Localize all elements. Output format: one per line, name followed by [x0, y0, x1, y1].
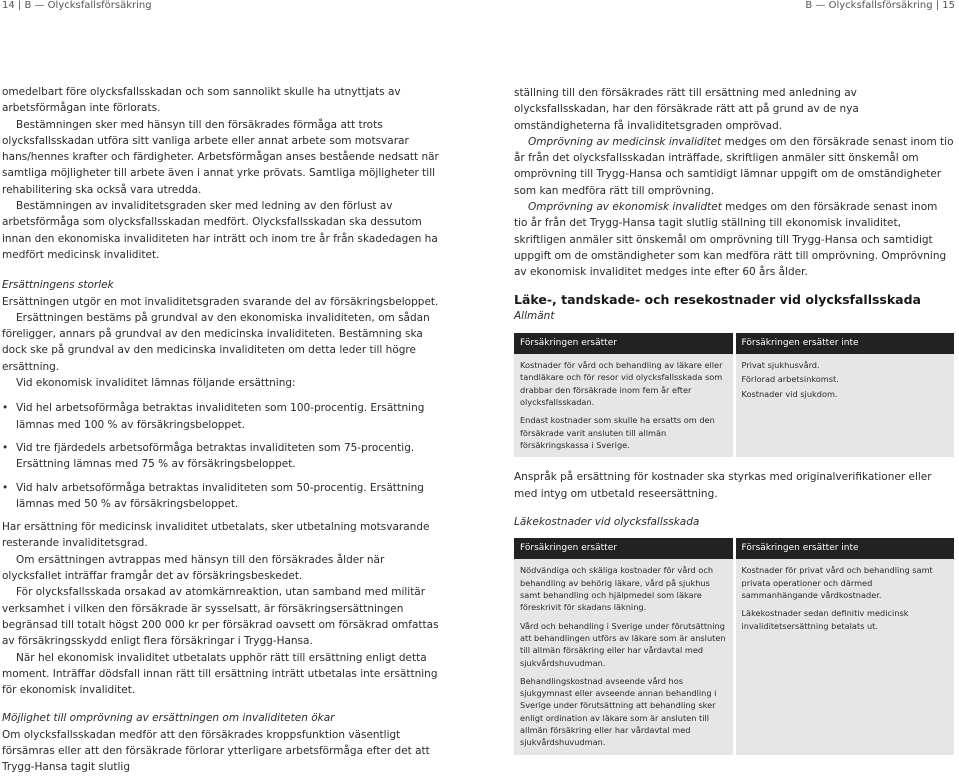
paragraph: Ersättningen utgör en mot invaliditetsgraden svarande del av försäkringsbeloppet.: [2, 295, 439, 308]
section-subtitle: Läkekostnader vid olycksfallsskada: [514, 515, 700, 528]
paragraph: Om ersättningen avtrappas med hänsyn till den försäkrades ålder när olycksfallet inträffar framgår det av försäkringsbeskedet.: [2, 553, 385, 583]
section-title: Läke-, tandskade- och resekostnader vid olycksfallsskada: [514, 291, 921, 307]
table-cell: [514, 559, 734, 754]
cell-text: Nödvändiga och skäliga kostnader för vård och behandling av behörig läkare, vård på sjukhus samt behandling och hjälpmedel som läkare föreskrivit för skadans läkning.: [520, 565, 714, 613]
cell-text: Förlorad arbetsinkomst.: [741, 374, 839, 385]
page-header-right: B — Olycksfallsförsäkring | 15: [805, 0, 955, 11]
coverage-table-medical: [514, 538, 954, 754]
cell-text: Endast kostnader som skulle ha ersatts om den försäkrade varit ansluten till allmän försäkringskassa i Sverige.: [520, 415, 715, 450]
cell-text: Kostnader för vård och behandling av läkare eller tandläkare och för resor vid olycksfallsskada som drabbar den försäkrade inom fem år efter olycksfallsskadan.: [520, 360, 723, 408]
cell-text: Privat sjukhusvård.: [741, 360, 820, 371]
section-heading: Möjlighet till omprövning av ersättningen om invaliditeten ökar: [2, 712, 335, 725]
paragraph: Har ersättning för medicinsk invaliditet utbetalats, sker utbetalning motsvarande resterande invaliditetsgrad.: [2, 521, 430, 550]
paragraph: För olycksfallsskada orsakad av atomkärnreaktion, utan samband med militär verksamhet i vilken den försäkrade är sysselsatt, är försäkringsersättningen begränsad till totalt högst 200 000 kr per försäkrad oavsett om försäkrad omfattas av försäkringsskydd enligt flera försäkringar i Trygg-Hansa.: [2, 586, 439, 648]
paragraph-text: medges om den försäkrade senast inom tio år från det Trygg-Hansa tagit slutlig ställning till ekonomisk invaliditet, skriftligen anmäler sitt önskemål om omprövning till Trygg-Hansa och samtidigt uppgift om de omständigheter som kan medföra rätt till omprövning. Omprövning av ekonomisk invaliditet medges inte efter 60 års ålder.: [514, 201, 947, 279]
list-item: • Vid tre fjärdedels arbetsoförmåga betraktas invaliditeten som 75-procentig. Ersättning lämnas med 75 % av försäkringsbeloppet.: [2, 440, 442, 473]
table-cell: [734, 559, 954, 754]
table-header: Försäkringen ersätter inte: [734, 538, 954, 559]
paragraph: [514, 199, 954, 280]
coverage-table-general: [514, 333, 954, 457]
right-column: [514, 85, 954, 755]
paragraph: ställning till den försäkrades rätt till ersättning med anledning av olycksfallsskadan, har den försäkrade rätt att på grund av de nya omständigheterna få invaliditetsgraden omprövad.: [514, 87, 859, 132]
table-header: Försäkringen ersätter: [514, 333, 734, 354]
emphasis: Omprövning av medicinsk invaliditet: [528, 135, 722, 148]
paragraph: Vid ekonomisk invaliditet lämnas följande ersättning:: [16, 377, 296, 390]
cell-text: Läkekostnader sedan definitiv medicinsk invaliditetsersättning betalats ut.: [741, 608, 909, 631]
cell-text: Behandlingskostnad avseende vård hos sjukgymnast eller avseende annan behandling i Sverige under förutsättning att behandling sker enligt ordination av läkare som är ansluten till allmän försäkring eller har vårdavtal med sjukvårdshuvudman.: [520, 675, 717, 748]
cell-text: Kostnader vid sjukdom.: [741, 388, 838, 399]
table-header: Försäkringen ersätter inte: [734, 333, 954, 354]
page-header-left: 14 | B — Olycksfallsförsäkring: [2, 0, 152, 11]
section-subtitle: Allmänt: [514, 309, 555, 322]
table-header: Försäkringen ersätter: [514, 538, 734, 559]
paragraph: När hel ekonomisk invaliditet utbetalats upphör rätt till ersättning enligt detta moment. Inträffar dödsfall innan rätt till ersättning inträtt utbetalas inte ersättning för ekonomisk invaliditet.: [2, 651, 438, 697]
list-item: • Vid halv arbetsoförmåga betraktas invaliditeten som 50-procentig. Ersättning lämnas med 50 % av försäkringsbeloppet.: [2, 480, 442, 513]
paragraph: Bestämningen av invaliditetsgraden sker med ledning av den förlust av arbetsförmåga som olycksfallsskadan medfört. Olycksfallsskadan ska dessutom innan den ekonomiska invaliditeten har inträtt och inom tre år från skadedagen ha medfört medicinsk invaliditet.: [2, 200, 438, 261]
bullet-list: [2, 400, 442, 512]
paragraph-text: medges om den försäkrade senast inom tio år från det olycksfallsskadan inträffade, skriftligen anmäler sitt önskemål om omprövning till Trygg-Hansa och samtidigt lämnar uppgift om de omständigheter som kan medföra rätt till omprövning.: [514, 135, 954, 197]
cell-text: Vård och behandling i Sverige under förutsättning att behandlingen utförs av läkare som är ansluten till allmän försäkring eller har vårdavtal med sjukvårdshuvudman.: [520, 620, 726, 668]
paragraph: omedelbart före olycksfallsskadan och som sannolikt skulle ha utnyttjats av arbetsförmågan inte förlorats.: [2, 86, 401, 115]
paragraph: [514, 134, 954, 199]
paragraph: Anspråk på ersättning för kostnader ska styrkas med originalverifikationer eller med intyg om utbetald reseersättning.: [514, 471, 932, 500]
section-heading: Ersättningens storlek: [2, 279, 114, 292]
paragraph: Ersättningen bestäms på grundval av den ekonomiska invaliditeten, om sådan föreligger, annars på grundval av den medicinska invaliditeten. Bestämning ska dock ske på grundval av den medicinska invaliditeten om detta leder till högre ersättning.: [2, 311, 430, 373]
table-cell: [734, 354, 954, 457]
paragraph: Bestämningen sker med hänsyn till den försäkrades förmåga att trots olycksfallsskadan utföra sitt vanliga arbete eller annat arbete som motsvarar hans/hennes krafter och färdigheter. Arbetsförmågan anses bestående nedsatt när samtliga möjligheter till arbete även i annat yrke prövats. Samtliga möjligheter till rehabilitering ska också vara utredda.: [2, 118, 439, 196]
paragraph: Om olycksfallsskadan medför att den försäkrades kroppsfunktion väsentligt försämras eller att den försäkrade förlorar ytterligare arbetsförmåga efter det att Trygg-Hansa tagit slutlig: [2, 728, 430, 774]
emphasis: Omprövning av ekonomisk invalidtet: [528, 201, 722, 214]
left-column: [2, 84, 442, 776]
table-cell: [514, 354, 734, 457]
list-item: • Vid hel arbetsoförmåga betraktas invaliditeten som 100-procentig. Ersättning lämnas med 100 % av försäkringsbeloppet.: [2, 400, 442, 433]
cell-text: Kostnader för privat vård och behandling samt privata operationer och därmed sammanhängande vårdkostnader.: [741, 565, 933, 601]
